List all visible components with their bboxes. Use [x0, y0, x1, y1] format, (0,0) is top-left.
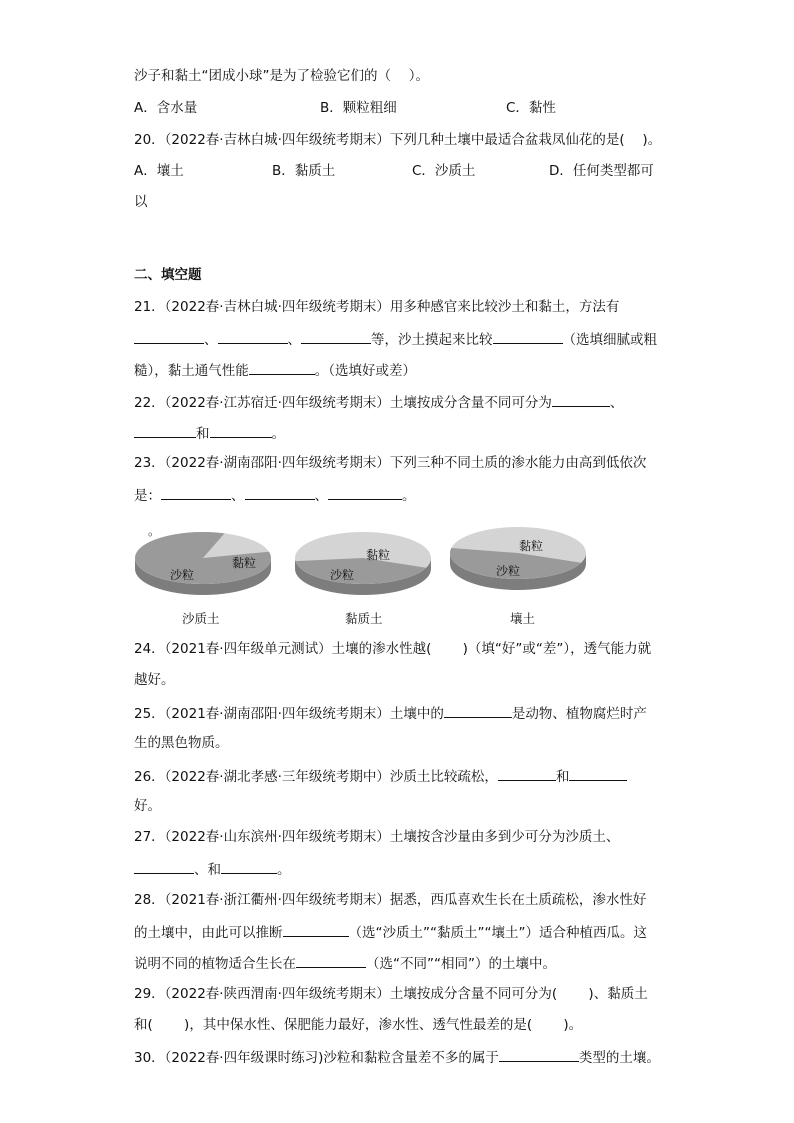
pie-label-clay: 黏粒 [366, 548, 391, 562]
q30-text2: 类型的土壤。 [578, 1050, 660, 1066]
q28-text1: 的土壤中，由此可以推断 [134, 925, 283, 941]
q23-sep2: 、 [314, 488, 328, 504]
q26-line2: 好。 [134, 798, 161, 814]
pie-label-sand: 沙粒 [170, 568, 195, 582]
q24-line1: 24．（2021春·四年级单元测试）土壤的渗水性越( )（填“好”或“差”），透气能力就 [134, 641, 652, 657]
q26-and: 和 [555, 769, 570, 785]
q20-option-c: C．沙质土 [412, 163, 476, 179]
q29-line1: 29．（2022春·陕西渭南·四年级统考期末）土壤按成分含量不同可分为( )、黏质土 [134, 986, 648, 1002]
q27-line2 [134, 859, 291, 879]
pie-label-sand: 沙粒 [496, 564, 521, 578]
q23-sep1: 、 [231, 488, 245, 504]
q22-sep1: 、 [609, 395, 624, 411]
q23-line1: 23．（2022春·湖南邵阳·四年级统考期末）下列三种不同土质的渗水能力由高到低依次 [134, 455, 647, 471]
q29-line2: 和( )，其中保水性、保肥能力最好，渗水性、透气性最差的是( )。 [134, 1017, 583, 1033]
q21-text4: 。（选填好或差） [314, 363, 416, 379]
q28-line1: 28．（2021春·浙江衢州·四年级统考期末）据悉，西瓜喜欢生长在土质疏松，渗水性好 [134, 892, 647, 908]
answer-blank[interactable] [499, 1047, 579, 1062]
q28-text4: （选“不同”“相同”）的土壤中。 [366, 956, 556, 972]
q22-end: 。 [271, 426, 285, 442]
q25-line2: 生的黑色物质。 [134, 735, 229, 751]
q20-option-d-wrap: 以 [134, 194, 148, 210]
q23-end: 。 [402, 488, 416, 504]
q21-text1: 等，沙土摸起来比较 [371, 332, 493, 348]
figure-dot: 。 [148, 524, 161, 538]
q21-sep1: 、 [204, 332, 218, 348]
q26-text1: 26．（2022春·湖北孝感·三年级统考期中）沙质土比较疏松， [134, 769, 498, 785]
q27-line1: 27．（2022春·山东滨州·四年级统考期末）土壤按含沙量由多到少可分为沙质土、 [134, 829, 620, 845]
q20-stem: 20．（2022春·吉林白城·四年级统考期末）下列几种土壤中最适合盆栽凤仙花的是( )。 [134, 132, 662, 148]
q21-sep2: 、 [287, 332, 301, 348]
section-heading: 二、填空题 [134, 267, 202, 283]
q25-text2: 是动物、植物腐烂时产 [511, 706, 647, 722]
q27-end: 。 [277, 862, 291, 878]
answer-blank[interactable] [444, 703, 512, 718]
q28-line2 [134, 922, 647, 942]
q26-line1 [134, 766, 627, 786]
q20-option-d: D．任何类型都可 [549, 163, 654, 179]
pie-caption: 壤土 [510, 611, 536, 626]
q21-text3: 糙），黏土通气性能 [134, 363, 249, 379]
q25-text1: 25．（2021春·湖南邵阳·四年级统考期末）土壤中的 [134, 706, 444, 722]
pie-caption: 黏质土 [345, 611, 383, 626]
answer-blank[interactable] [283, 922, 349, 937]
pie-label-clay: 黏粒 [519, 539, 544, 553]
answer-blank[interactable] [221, 859, 277, 874]
q24-line2: 越好。 [134, 672, 175, 688]
pie-label-clay: 黏粒 [232, 556, 257, 570]
answer-blank[interactable] [498, 766, 556, 781]
q20-option-b: B．黏质土 [272, 163, 336, 179]
answer-blank[interactable] [569, 766, 627, 781]
q22-text1: 22．（2022春·江苏宿迁·四年级统考期末）土壤按成分含量不同可分为 [134, 395, 552, 411]
pie-label-sand: 沙粒 [330, 568, 355, 582]
q23-text1: 是： [134, 488, 161, 504]
q25-line1 [134, 703, 647, 723]
q19-stem: 沙子和黏土“团成小球”是为了检验它们的（ ）。 [134, 68, 430, 84]
q30-line1 [134, 1047, 660, 1067]
q20-option-a: A．壤土 [134, 163, 184, 179]
q19-option-c: C．黏性 [506, 100, 556, 116]
q21-text2: （选填细腻或粗 [562, 332, 657, 348]
pie-caption: 沙质土 [182, 611, 220, 626]
q30-text1: 30．（2022春·四年级课时练习)沙粒和黏粒含量差不多的属于 [134, 1050, 499, 1066]
q27-text1: 、和 [194, 862, 221, 878]
q28-line3 [134, 953, 556, 973]
answer-blank[interactable] [296, 953, 366, 968]
answer-blank[interactable] [134, 859, 194, 874]
q21-line1: 21．（2022春·吉林白城·四年级统考期末）用多种感官来比较沙土和黏土，方法有 [134, 299, 620, 315]
q28-text3: 说明不同的植物适合生长在 [134, 956, 296, 972]
q19-option-b: B．颗粒粗细 [320, 100, 397, 116]
q19-option-a: A．含水量 [134, 100, 198, 116]
q28-text2: （选“沙质土”“黏质土”“壤土”）适合种植西瓜。这 [348, 925, 647, 941]
q22-and: 和 [196, 426, 210, 442]
